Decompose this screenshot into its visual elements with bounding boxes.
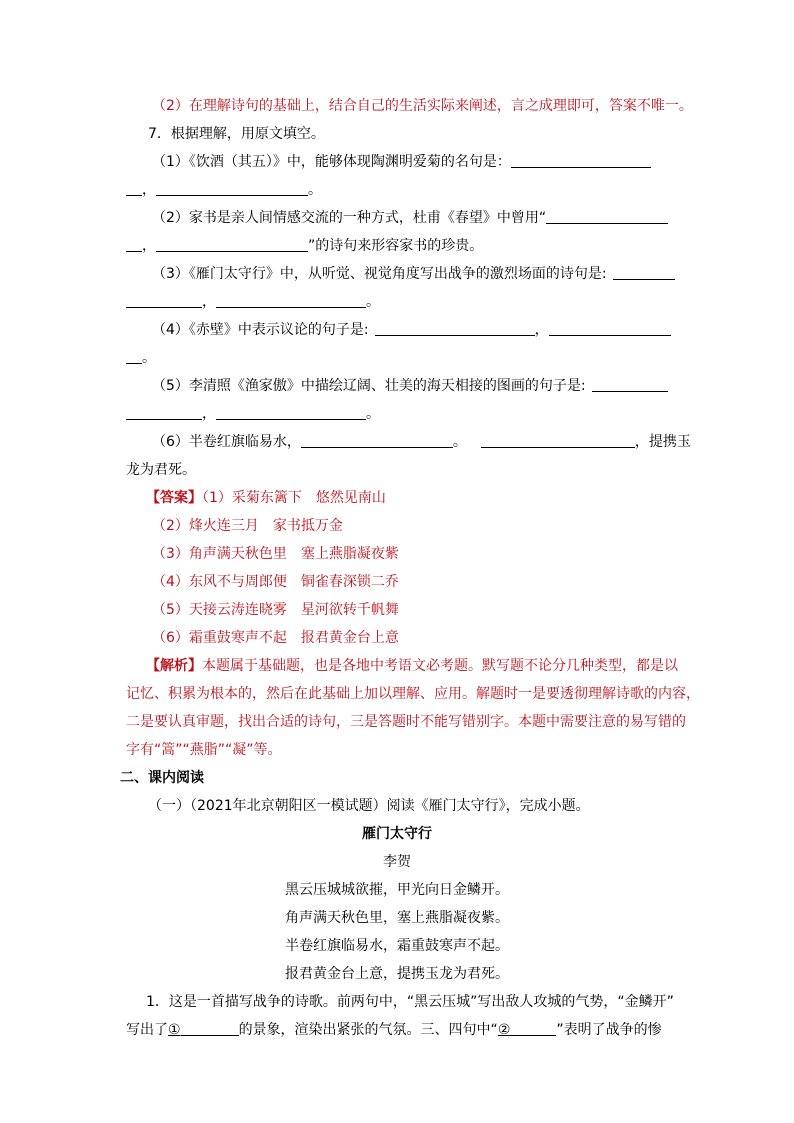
period: 。	[452, 434, 467, 450]
answer-item: （6）霜重鼓寒声不起 报君黄金台上意	[152, 630, 399, 646]
q7-item2-line1	[152, 208, 668, 228]
poem-author: 李贺	[383, 854, 411, 870]
q7-item2-line2	[126, 236, 483, 256]
poem-line: 报君黄金台上意，提携玉龙为君死。	[285, 966, 509, 982]
q1-line2	[126, 1020, 662, 1040]
analysis-line-1	[146, 656, 678, 676]
fill-blank[interactable]	[481, 433, 635, 448]
q7-item1-line2	[126, 180, 322, 200]
poem-line: 黑云压城城欲摧，甲光向日金鳞开。	[285, 882, 509, 898]
q7-item5-line1	[152, 376, 668, 396]
q7-title: 7．根据理解，用原文填空。	[148, 126, 325, 142]
answer-item: （3）角声满天秋色里 塞上燕脂凝夜紫	[152, 546, 399, 562]
q1-line1: 1．这是一首描写战争的诗歌。前两句中，“黑云压城”写出敌人攻城的气势，“金鳞开”	[146, 994, 674, 1010]
fill-blank[interactable]	[126, 237, 142, 252]
analysis-text: 字有“篙”“燕脂”“凝”等。	[126, 742, 282, 758]
fill-blank[interactable]	[156, 237, 308, 252]
fill-blank[interactable]	[216, 405, 366, 420]
q7-item4-line2	[126, 348, 156, 368]
answer-item: （4）东风不与周郎便 铜雀春深锁二乔	[152, 574, 399, 590]
answer-item: （5）天接云涛连晓雾 星河欲转千帆舞	[152, 602, 399, 618]
comma: ，	[534, 322, 549, 338]
q7-item6-line2: 龙为君死。	[126, 462, 196, 478]
q7-item3-line2	[126, 292, 380, 312]
q7-item5-line2	[126, 404, 380, 424]
poem-line: 半卷红旗临易水，霜重鼓寒声不起。	[285, 938, 509, 954]
answer-item: （1）采菊东篱下 悠然见南山	[202, 490, 386, 506]
comma: ，	[202, 406, 216, 422]
section-intro: （一）（2021年北京朝阳区一模试题）阅读《雁门太守行》，完成小题。	[148, 798, 590, 814]
q1-text: 写出了	[126, 1022, 168, 1038]
q7-item6-line1	[152, 432, 691, 452]
comma: ，	[142, 238, 156, 254]
answer-label: 【答案】	[146, 490, 202, 506]
period: 。	[366, 294, 380, 310]
fill-blank[interactable]	[549, 321, 671, 336]
comma: ，	[142, 182, 156, 198]
fill-blank[interactable]	[181, 1021, 239, 1036]
q7-item1-text: （1）《饮酒（其五）》中，能够体现陶渊明爱菊的名句是：	[152, 154, 511, 170]
fill-blank[interactable]	[301, 433, 453, 448]
section-heading: 二、课内阅读	[120, 770, 204, 786]
q7-item5-text: （5）李清照《渔家傲》中描绘辽阔、壮美的海天相接的图画的句子是:	[152, 378, 586, 394]
q7-item2-text: （2）家书是亲人间情感交流的一种方式，杜甫《春望》中曾用“	[152, 210, 547, 226]
period: 。	[142, 350, 156, 366]
fill-blank[interactable]	[216, 293, 366, 308]
top-note: （2）在理解诗句的基础上，结合自己的生活实际来阐述，言之成理即可，答案不唯一。	[152, 98, 693, 114]
q7-item6-text: （6）半卷红旗临易水，	[152, 434, 301, 450]
fill-blank[interactable]	[126, 181, 142, 196]
fill-blank[interactable]	[546, 209, 668, 224]
q7-item4-text: （4）《赤壁》中表示议论的句子是:	[152, 322, 369, 338]
q7-item3-line1	[152, 264, 675, 284]
analysis-text: 二是要认真审题，找出合适的诗句，三是答题时不能写错别字。本题中需要注意的易写错的	[126, 714, 686, 730]
fill-blank[interactable]	[375, 321, 535, 336]
poem-line: 角声满天秋色里，塞上燕脂凝夜紫。	[285, 910, 509, 926]
fill-blank[interactable]	[613, 265, 675, 280]
period: 。	[366, 406, 380, 422]
blank-number: ②	[497, 1022, 511, 1038]
comma: ，	[202, 294, 216, 310]
analysis-text: 本题属于基础题，也是各地中考语文必考题。默写题不论分几种类型，都是以	[202, 658, 678, 674]
q7-item2-end: ”的诗句来形容家书的珍贵。	[308, 238, 484, 254]
q7-item1-line1	[152, 152, 651, 172]
q7-item3-text: （3）《雁门太守行》中，从听觉、视觉角度写出战争的激烈场面的诗句是:	[152, 266, 607, 282]
fill-blank[interactable]	[510, 1021, 556, 1036]
poem-title: 雁门太守行	[362, 826, 432, 842]
q7-item6-tail: ，提携玉	[634, 434, 691, 450]
fill-blank[interactable]	[592, 377, 668, 392]
fill-blank[interactable]	[126, 293, 202, 308]
q7-item4-line1	[152, 320, 671, 340]
fill-blank[interactable]	[156, 181, 308, 196]
q1-text: ”表明了战争的惨	[556, 1022, 662, 1038]
q1-text: 的景象，渲染出紧张的气氛。三、四句中“	[238, 1022, 498, 1038]
fill-blank[interactable]	[511, 153, 651, 168]
fill-blank[interactable]	[126, 405, 202, 420]
blank-number: ①	[168, 1022, 181, 1038]
analysis-label: 【解析】	[146, 658, 202, 674]
fill-blank[interactable]	[126, 349, 142, 364]
period: 。	[308, 182, 322, 198]
answer-item: （2）烽火连三月 家书抵万金	[152, 518, 343, 534]
analysis-text: 记忆、积累为根本的，然后在此基础上加以理解、应用。解题时一是要透彻理解诗歌的内容，	[126, 686, 700, 702]
answer-line-1	[146, 488, 386, 508]
